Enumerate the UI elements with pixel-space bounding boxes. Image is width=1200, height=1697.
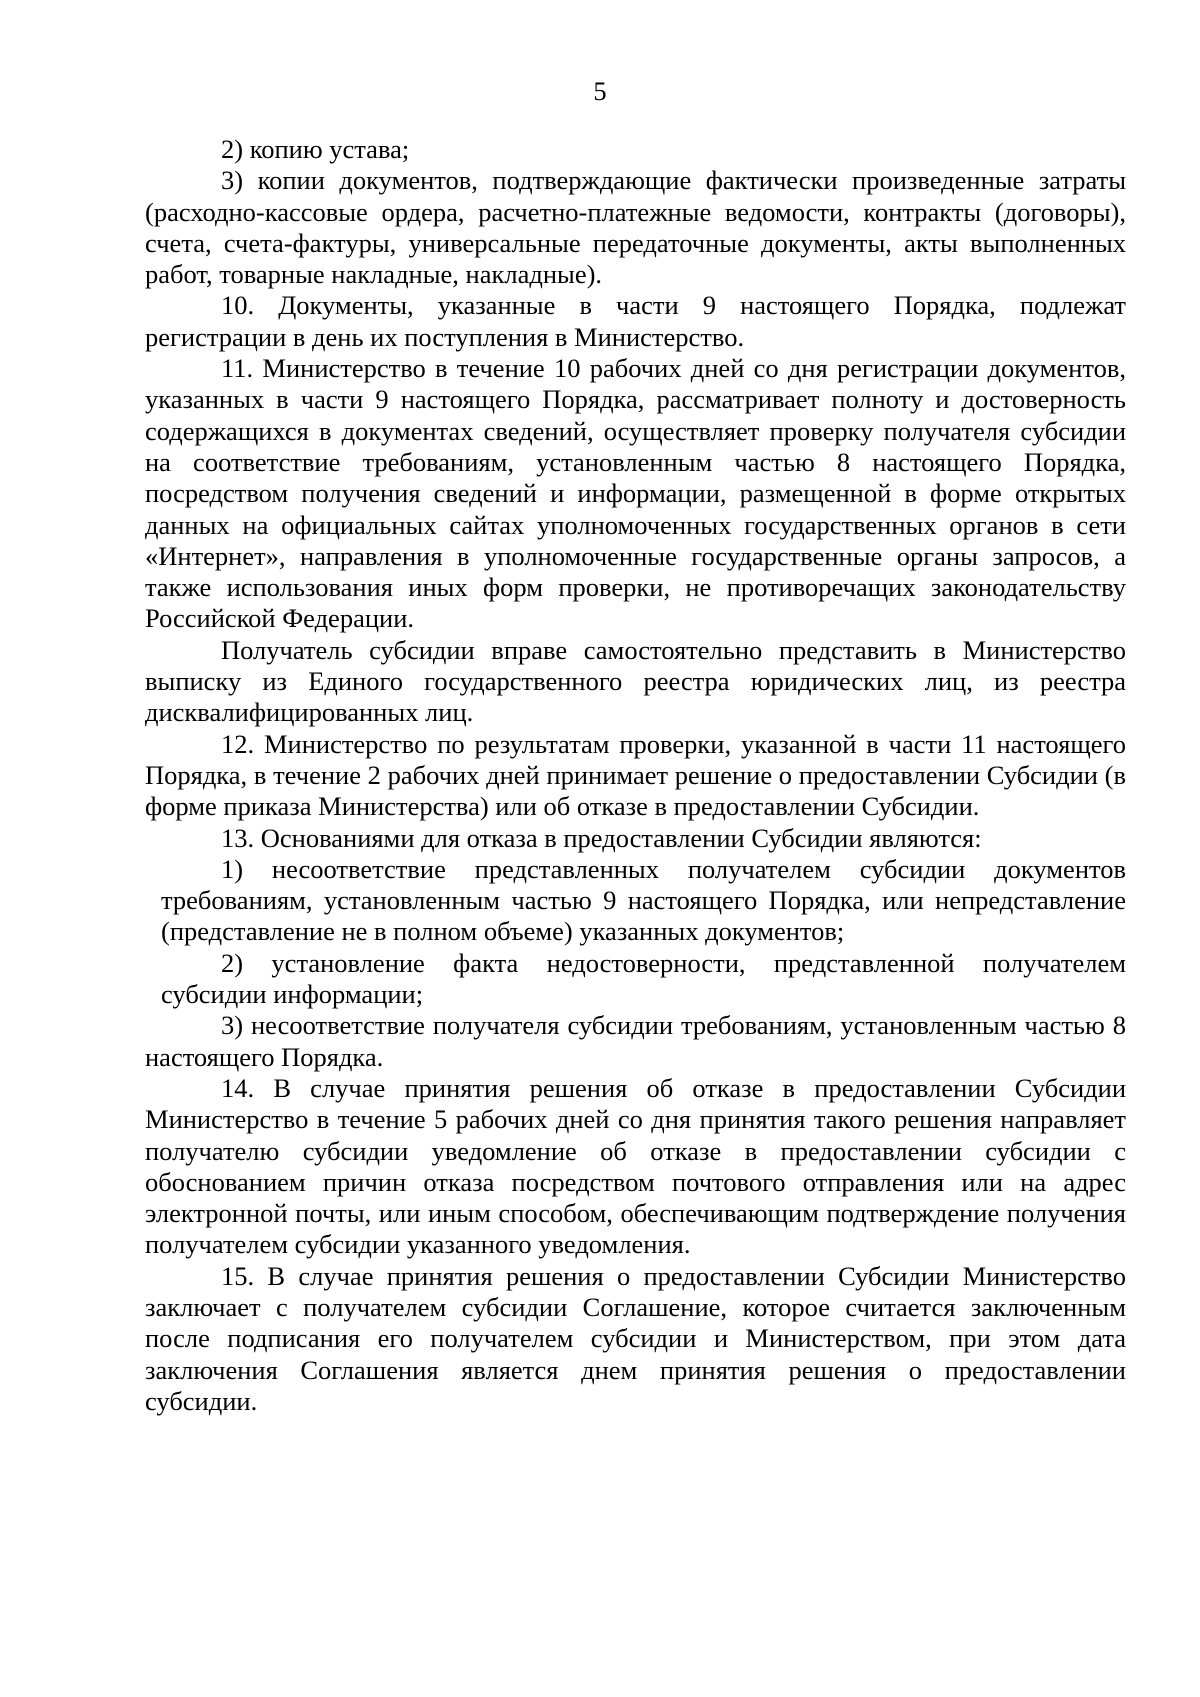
paragraph-11-review: 11. Министерство в течение 10 рабочих дней со дня регистрации документов, указанных в части 9 настоящего Порядка, рассматривает полноту и достоверность содержащихся в документах сведений, осуществляет проверку получателя субсидии на соответствие требованиям, установленным частью 8 настоящего Порядка, посредством получения сведений и информации, размещенной в форме открытых данных на официальных сайтах уполномоченных государственных органов в сети «Интернет», направления в уполномоченные государственные органы запросов, а также использования иных форм проверки, не противоречащих законодательству Российской Федерации. [145,353,1126,634]
paragraph-11-extract: Получатель субсидии вправе самостоятельно представить в Министерство выписку из Единого государственного реестра юридических лиц, из реестра дисквалифицированных лиц. [145,634,1126,728]
paragraph-expense-documents: 3) копии документов, подтверждающие фактически произведенные затраты (расходно-кассовые ордера, расчетно-платежные ведомости, контракты (договоры), счета, счета-фактуры, универсальные передаточные документы, акты выполненных работ, товарные накладные, накладные). [145,165,1126,290]
paragraph-13-item-3: 3) несоответствие получателя субсидии требованиям, установленным частью 8 настоящего Порядка. [145,1010,1126,1072]
document-body [145,134,1126,1417]
paragraph-14-refusal-notice: 14. В случае принятия решения об отказе в предоставлении Субсидии Министерство в течение 5 рабочих дней со дня принятия такого решения направляет получателю субсидии уведомление об отказе в предоставлении субсидии с обоснованием причин отказа посредством почтового отправления или на адрес электронной почты, или иным способом, обеспечивающим подтверждение получения получателем субсидии указанного уведомления. [145,1072,1126,1260]
paragraph-13-item-2: 2) установление факта недостоверности, представленной получателем субсидии информации; [161,947,1126,1010]
paragraph-13-item-1: 1) несоответствие представленных получателем субсидии документов требованиям, установленным частью 9 настоящего Порядка, или непредставление (представление не в полном объеме) указанных документов; [161,853,1126,947]
paragraph-10-registration: 10. Документы, указанные в части 9 настоящего Порядка, подлежат регистрации в день их поступления в Министерство. [145,290,1126,352]
page-number: 5 [593,76,607,106]
paragraph-15-agreement: 15. В случае принятия решения о предоставлении Субсидии Министерство заключает с получателем субсидии Соглашение, которое считается заключенным после подписания его получателем субсидии и Министерством, при этом дата заключения Соглашения является днем принятия решения о предоставлении субсидии. [145,1260,1126,1416]
paragraph-13-grounds: 13. Основаниями для отказа в предоставлении Субсидии являются: [221,822,982,853]
paragraph-12-decision: 12. Министерство по результатам проверки, указанной в части 11 настоящего Порядка, в течение 2 рабочих дней принимает решение о предоставлении Субсидии (в форме приказа Министерства) или об отказе в предоставлении Субсидии. [145,728,1126,822]
paragraph-copy-charter: 2) копию устава; [221,134,410,164]
